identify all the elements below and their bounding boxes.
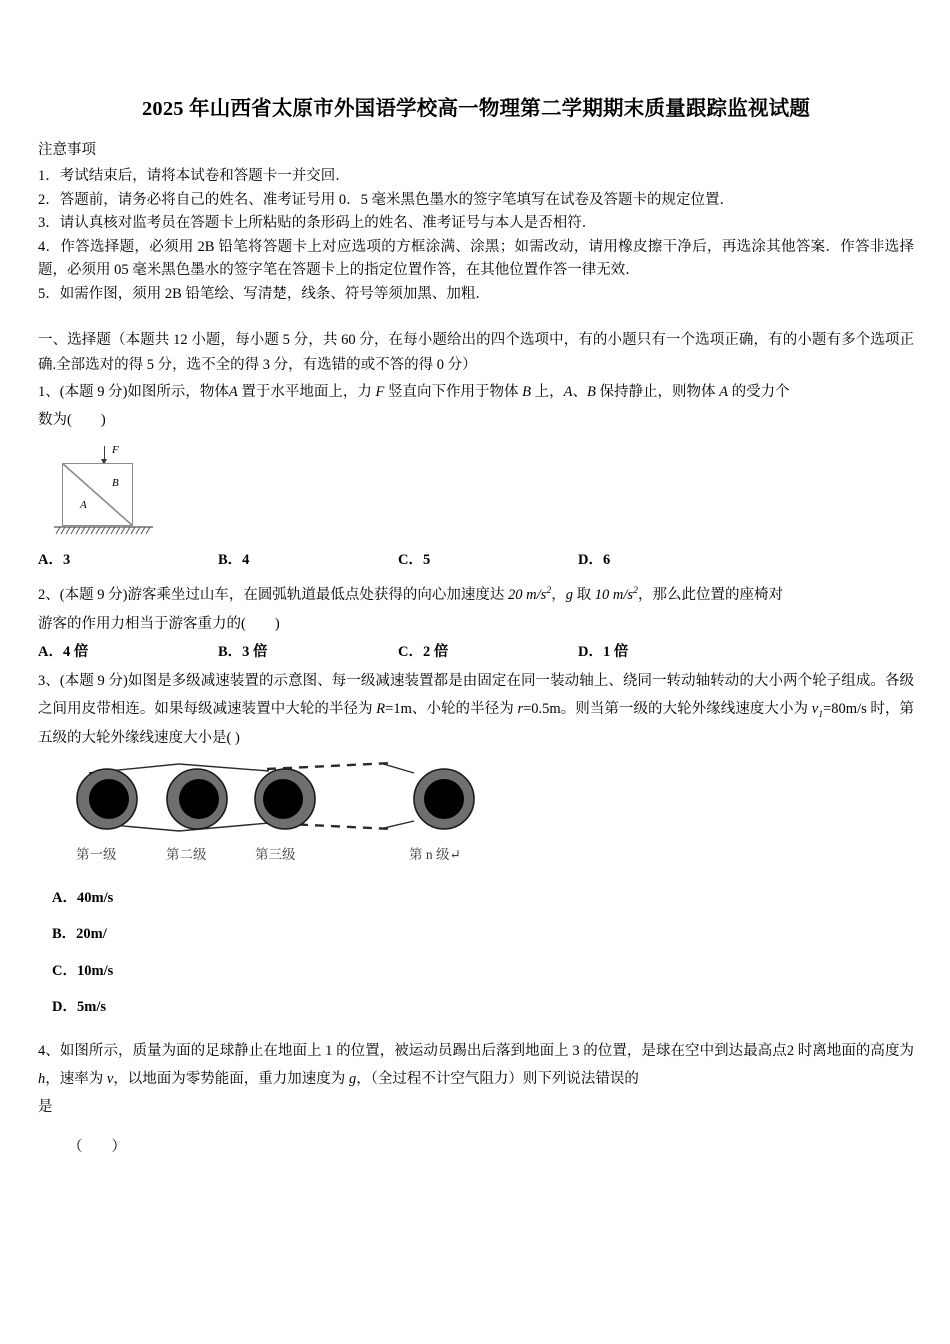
question-4-answer-blank: （ ） bbox=[68, 1138, 126, 1155]
question-3-line1: 如图是多级减速装置的示意图、每一级减速装置都是由固定在同一装动轴上、绕同一转动轴转动的大小两 bbox=[127, 672, 798, 689]
notice-item-3: 3．请认真核对监考员在答题卡上所粘贴的条形码上的姓名、准考证号与本人是否相符． bbox=[38, 215, 597, 232]
option-1-d[interactable] bbox=[578, 546, 758, 575]
question-1-body-3: 竖直向下作用于物体 bbox=[384, 383, 523, 400]
question-3-var-r: r bbox=[517, 701, 524, 718]
option-1-d-value: 6 bbox=[602, 552, 611, 569]
question-4-line3: 是 bbox=[38, 1099, 53, 1116]
option-1-d-label: D． bbox=[578, 552, 603, 569]
spacer bbox=[38, 306, 914, 328]
question-1-number: 1、 bbox=[38, 383, 60, 400]
question-3-score: (本题 9 分) bbox=[59, 672, 128, 689]
pulley-caption-2: 第二级 bbox=[166, 846, 207, 862]
option-3-d-value: 5m/s bbox=[76, 999, 106, 1016]
figure-label-a: A bbox=[80, 499, 87, 512]
section-heading-choice: 一、选择题（本题共 12 小题，每小题 5 分，共 60 分，在每小题给出的四个选项中，有的小题只有一个选项正确，有的小题有多个选项正确.全部选对的得 5 分，选不全的得 3 分，有选错的或不答的得 0 分） bbox=[38, 332, 914, 373]
question-3-text bbox=[38, 667, 914, 753]
option-2-b[interactable] bbox=[218, 638, 398, 667]
question-1-options bbox=[38, 546, 914, 575]
option-3-b-value: 20m/ bbox=[76, 926, 107, 943]
option-3-d-label: D． bbox=[52, 999, 77, 1016]
question-3-line3b: =80m/s 时，第五级的大轮外缘线速度大小是( ) bbox=[38, 701, 915, 747]
notice-item-4: 4．作答选择题，必须用 2B 铅笔将答题卡上对应选项的方框涂满、涂黑；如需改动，请用橡皮擦干净后，再选涂其他答案．作答非选择题，必须用 05 毫米黑色墨水的签字笔在答题卡上的指定位置作答，在其他位置作答一律无效． bbox=[38, 238, 914, 279]
option-3-b[interactable] bbox=[38, 927, 914, 942]
question-4-var-g: g bbox=[348, 1070, 357, 1087]
figure-label-f: F bbox=[112, 444, 119, 457]
option-2-b-value: 3 倍 bbox=[242, 643, 268, 660]
question-3-number: 3、 bbox=[38, 672, 60, 689]
option-1-b-label: B． bbox=[218, 552, 243, 569]
option-1-c-label: C． bbox=[398, 552, 423, 569]
question-4-line2a: 2 时离地面的高度为 bbox=[786, 1042, 915, 1059]
question-1-var-b1: B bbox=[522, 383, 531, 400]
option-3-a-value: 40m/s bbox=[76, 889, 114, 906]
question-4-line1: 如图所示，质量为面的足球静止在地面上 1 的位置，被运动员踢出后落到地面上 3 的位置，是球在空中到达最高点 bbox=[59, 1042, 787, 1059]
question-2-value-1: 20 m/s bbox=[508, 587, 547, 604]
option-1-c-value: 5 bbox=[422, 552, 431, 569]
option-2-b-label: B． bbox=[218, 643, 243, 660]
question-3-line2a: 个轮子组成。各级之间用皮带相连。如果每级减速装置中大轮的半径为 bbox=[38, 672, 915, 718]
option-1-c[interactable] bbox=[398, 546, 578, 575]
question-1-var-a3: A bbox=[719, 383, 728, 400]
option-3-c-label: C． bbox=[52, 962, 77, 979]
figure-block-on-ground bbox=[38, 444, 238, 540]
question-1-body-4: 上， bbox=[531, 383, 564, 400]
notice-item-2: 2．答题前，请务必将自己的姓名、准考证号用 0．5 毫米黑色墨水的签字笔填写在试卷及答题卡的规定位置． bbox=[38, 191, 734, 208]
question-1-body-5: 、 bbox=[572, 383, 587, 400]
question-4-var-v: v bbox=[106, 1070, 114, 1087]
question-3-line3a: 轮外缘线速度大小为 bbox=[677, 701, 812, 718]
figure-diagonal-line bbox=[62, 463, 133, 526]
question-3-options bbox=[38, 891, 914, 1015]
notice-item-5: 5．如需作图，须用 2B 铅笔绘、写清楚，线条、符号等须加黑、加粗． bbox=[38, 285, 490, 302]
document-content bbox=[38, 96, 914, 1174]
pulley-caption-1: 第一级 bbox=[76, 846, 117, 862]
option-2-c-value: 2 倍 bbox=[422, 643, 449, 660]
question-1-body-6: 保持静止，则物体 bbox=[595, 383, 720, 400]
option-2-a-label: A． bbox=[38, 643, 63, 660]
figure-multistage-pulleys bbox=[62, 759, 492, 889]
option-1-a-label: A． bbox=[38, 552, 63, 569]
question-1-var-a2: A bbox=[563, 383, 573, 400]
question-4-number: 4、 bbox=[38, 1042, 60, 1059]
figure-label-b: B bbox=[112, 477, 119, 490]
question-2-line2: 游客的作用力相当于游客重力的( ) bbox=[38, 615, 280, 632]
question-2-sup-2: 2 bbox=[633, 585, 638, 597]
question-2-var-g: g bbox=[565, 587, 573, 604]
question-2-sup-1: 2 bbox=[546, 585, 552, 597]
ground-hatching-icon bbox=[54, 526, 153, 535]
question-4-line2d: ，（全过程不计空气阻力）则下列说法错误的 bbox=[356, 1070, 639, 1087]
question-2-body-1: 游客乘坐过山车，在圆弧轨道最低点处获得的向心加速度达 bbox=[127, 587, 509, 604]
question-3-var-v: v bbox=[811, 701, 819, 718]
question-2-score: (本题 9 分) bbox=[59, 587, 128, 604]
question-3-var-v-sub: 1 bbox=[818, 709, 824, 721]
question-2-body-3: 取 bbox=[573, 587, 595, 604]
question-4-line2c: ，以地面为零势能面，重力加速度为 bbox=[113, 1070, 349, 1087]
force-arrow-icon bbox=[104, 446, 105, 461]
option-2-d-label: D． bbox=[578, 643, 603, 660]
question-2-body-4: ，那么此位置的座椅对 bbox=[637, 587, 783, 604]
question-4-text bbox=[38, 1037, 914, 1094]
option-3-a[interactable] bbox=[38, 891, 914, 906]
notice-item-1: 1．考试结束后，请将本试卷和答题卡一并交回． bbox=[38, 168, 350, 185]
question-1-body-2: 置于水平地面上，力 bbox=[237, 383, 376, 400]
question-1-body-7: 的受力个 bbox=[727, 383, 790, 400]
question-1-var-b2: B bbox=[586, 383, 596, 400]
question-3-line2b: =1m、小轮的半径为 bbox=[385, 701, 518, 718]
question-1-text bbox=[38, 378, 914, 406]
option-3-b-label: B． bbox=[52, 926, 77, 943]
notice-heading: 注意事项 bbox=[38, 141, 96, 158]
option-2-c[interactable] bbox=[398, 638, 578, 667]
question-4-line2b: ，速率为 bbox=[45, 1070, 107, 1087]
question-2-options bbox=[38, 638, 914, 667]
question-2-body-2: ， bbox=[551, 587, 566, 604]
option-3-c-value: 10m/s bbox=[76, 962, 114, 979]
question-1-line2: 数为( ) bbox=[38, 412, 106, 429]
question-1-var-a1: A bbox=[228, 383, 238, 400]
option-1-b-value: 4 bbox=[242, 552, 250, 569]
question-3-var-R: R bbox=[376, 701, 386, 718]
option-1-a-value: 3 bbox=[62, 552, 71, 569]
pulley-belt-diagram bbox=[62, 759, 492, 843]
option-2-a-value: 4 倍 bbox=[62, 643, 89, 660]
question-1-var-f: F bbox=[375, 383, 385, 400]
question-4-var-h: h bbox=[38, 1070, 46, 1087]
question-2-number: 2、 bbox=[38, 587, 60, 604]
question-2-text bbox=[38, 581, 914, 609]
option-2-d-value: 1 倍 bbox=[602, 643, 629, 660]
option-2-c-label: C． bbox=[398, 643, 423, 660]
page-title: 2025 年山西省太原市外国语学校高一物理第二学期期末质量跟踪监视试题 bbox=[141, 98, 811, 120]
question-2-value-2: 10 m/s bbox=[594, 587, 634, 604]
option-1-b[interactable] bbox=[218, 546, 398, 575]
question-1-score: (本题 9 分) bbox=[59, 383, 128, 400]
option-1-a[interactable] bbox=[38, 546, 218, 575]
option-2-d[interactable] bbox=[578, 638, 758, 667]
option-3-d[interactable] bbox=[38, 1000, 914, 1015]
option-2-a[interactable] bbox=[38, 638, 218, 667]
pulley-caption-3: 第三级 bbox=[255, 846, 296, 862]
pulley-caption-n: 第 n 级↵ bbox=[409, 846, 461, 862]
question-3-line2c: =0.5m。则当第一级的大 bbox=[523, 701, 678, 718]
option-3-c[interactable] bbox=[38, 964, 914, 979]
question-1-body-1: 如图所示，物体 bbox=[127, 383, 229, 400]
option-3-a-label: A． bbox=[52, 889, 77, 906]
